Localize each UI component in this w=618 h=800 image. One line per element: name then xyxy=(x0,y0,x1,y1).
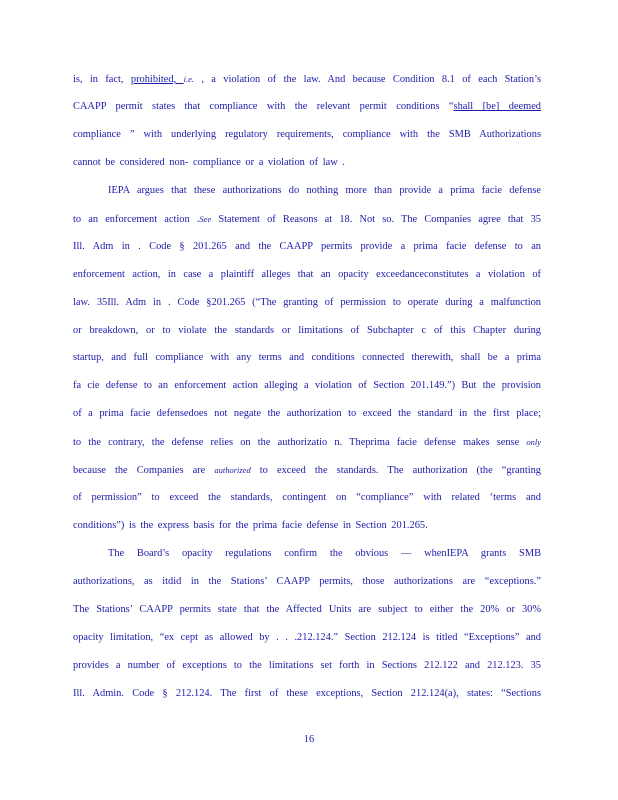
text-line: compliance ” with underlying regulatory requirements, compliance with the SMB Authorizations xyxy=(73,129,541,140)
page-number: 16 xyxy=(303,734,315,745)
text-line: IEPA argues that these authorizations do nothing more than provide a prima facie defense xyxy=(108,185,541,196)
text-line: The Board’s opacity regulations confirm the obvious — whenIEPA grants SMB xyxy=(108,548,541,559)
text-line: conditions”) is the express basis for the prima facie defense in Section 201.265. xyxy=(73,520,428,531)
text-line: provides a number of exceptions to the limitations set forth in Sections 212.122 and 212.123. 35 xyxy=(73,660,541,671)
text-line: The Stations’ CAAPP permits state that the Affected Units are subject to either the 20% or 30% xyxy=(73,604,541,615)
text-line: cannot be considered non- compliance or a violation of law . xyxy=(73,157,345,168)
text-line: of a prima facie defensedoes not negate the authorization to exceed the standard in the first place; xyxy=(73,408,541,419)
text-line: fa cie defense to an enforcement action alleging a violation of Section 201.149.”) But the provision xyxy=(73,380,541,391)
text-line: CAAPP permit states that compliance with the relevant permit conditions “shall [be] deemed xyxy=(73,101,542,112)
text-line: enforcement action, in case a plaintiff alleges that an opacity exceedanceconstitutes a violation of xyxy=(73,269,541,280)
text-line: to the contrary, the defense relies on the authorizatio n. Theprima facie defense makes sense only xyxy=(73,437,541,448)
text-line: opacity limitation, “ex cept as allowed by . . .212.124.” Section 212.124 is titled “Exceptions” and xyxy=(73,632,541,643)
text-line: of permission” to exceed the standards, contingent on “compliance” with related ‘terms and xyxy=(73,492,541,503)
text-line: law. 35Ill. Adm in . Code §201.265 (“The granting of permission to operate during a malfunction xyxy=(73,297,541,308)
text-line: Ill. Admin. Code § 212.124. The first of these exceptions, Section 212.124(a), states: “Sections xyxy=(73,688,541,699)
text-line: is, in fact, prohibited, i.e. , a violation of the law. And because Condition 8.1 of each Station’s xyxy=(73,74,542,85)
text-line: Ill. Adm in . Code § 201.265 and the CAAPP permits provide a prima facie defense to an xyxy=(73,241,541,252)
text-line: because the Companies are authorized to exceed the standards. The authorization (the “granting xyxy=(73,465,541,476)
text-line: startup, and full compliance with any terms and conditions connected therewith, shall be a prima xyxy=(73,352,541,363)
text-line: or breakdown, or to violate the standards or limitations of Subchapter c of this Chapter during xyxy=(73,325,541,336)
text-line: to an enforcement action .See Statement of Reasons at 18. Not so. The Companies agree that 35 xyxy=(73,214,541,225)
text-line: authorizations, as itdid in the Stations’ CAAPP permits, those authorizations are “exceptions.” xyxy=(73,576,541,587)
